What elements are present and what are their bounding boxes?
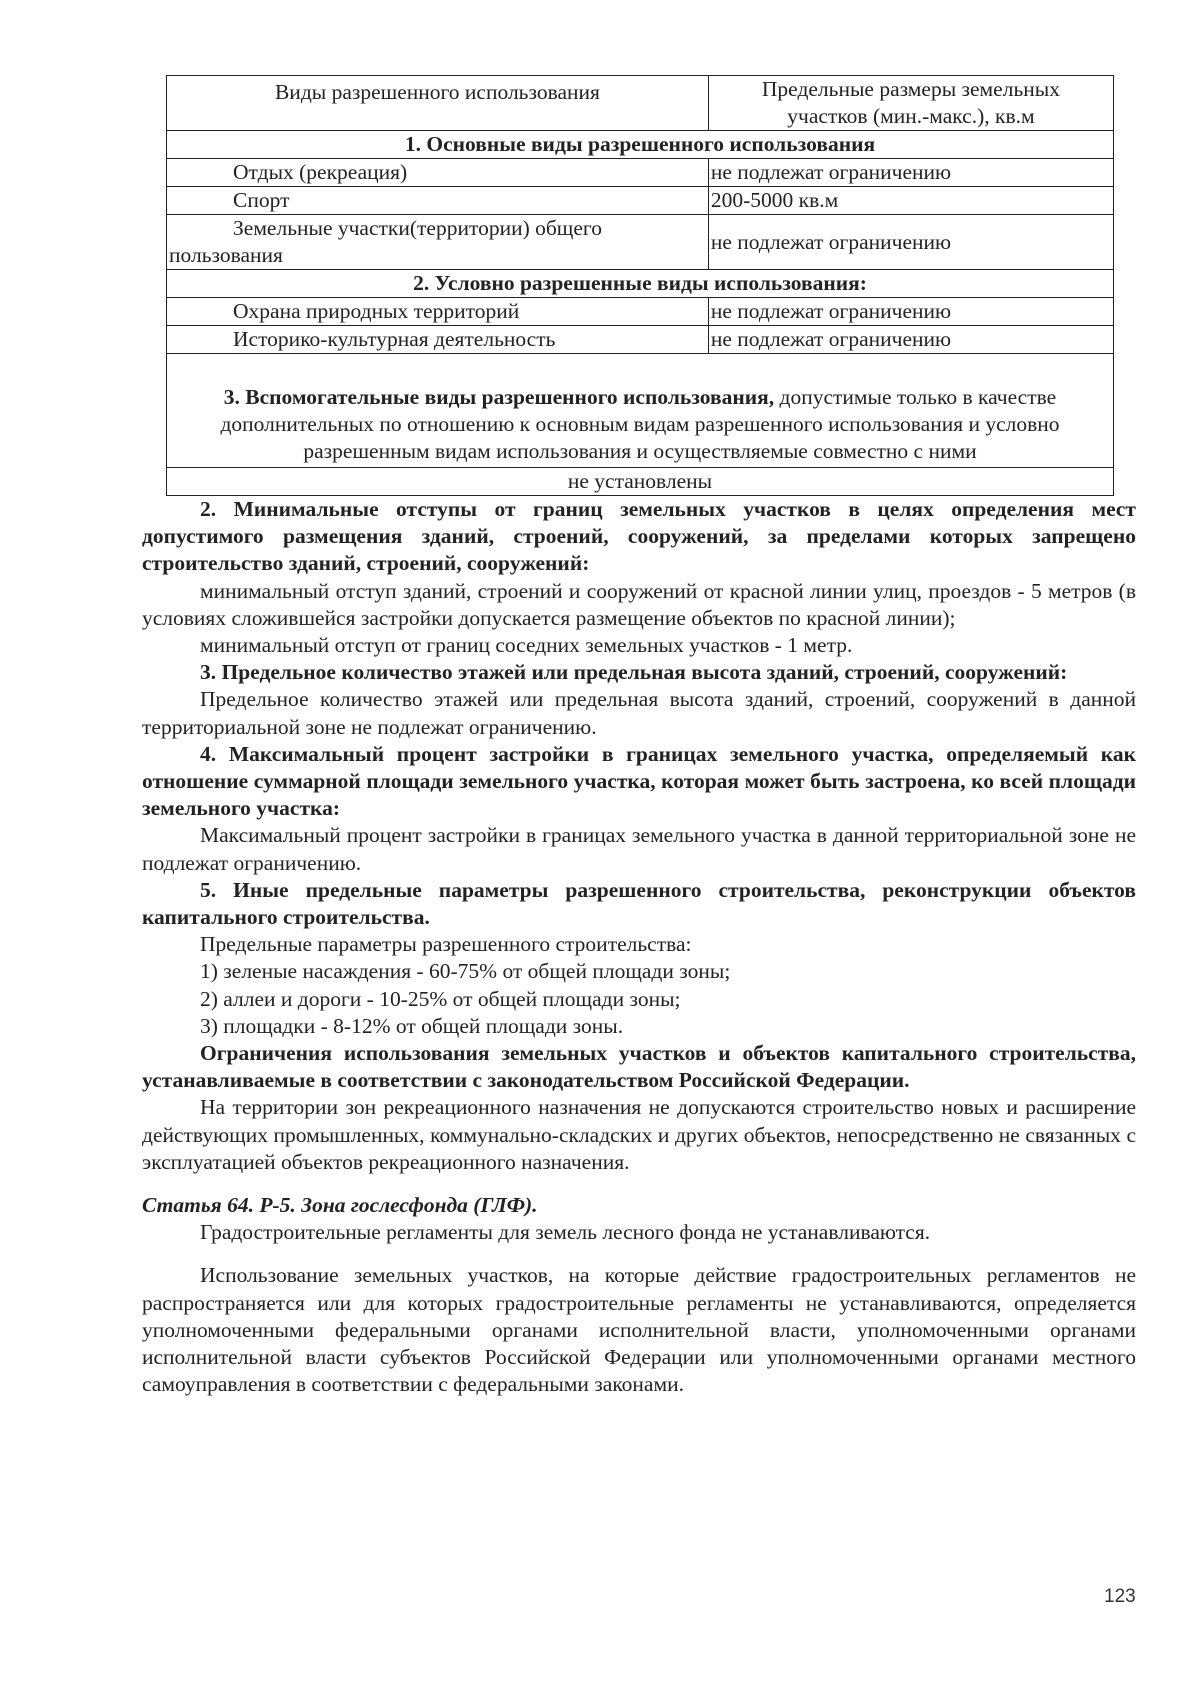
table-header-row [167, 76, 1114, 131]
land-use-table [166, 75, 1114, 496]
section-1-title: 1. Основные виды разрешенного использования [167, 131, 1114, 159]
article-title: Статья 64. Р-5. Зона гослесфонда (ГЛФ). [142, 1193, 538, 1218]
table-row [167, 215, 1114, 270]
plot-size-cell: не подлежат ограничению [708, 298, 1113, 326]
plot-size-cell: 200-5000 кв.м [708, 187, 1113, 215]
section-3-value: не установлены [167, 468, 1114, 496]
table-row [167, 187, 1114, 215]
section-2-title: 2. Условно разрешенные виды использования: [167, 270, 1114, 298]
plot-size-cell: не подлежат ограничению [708, 326, 1113, 354]
list-item: 1) зеленые насаждения - 60-75% от общей площади зоны; [200, 959, 731, 984]
section-3-value-row [167, 468, 1114, 496]
plot-size-cell: не подлежат ограничению [708, 215, 1113, 270]
plot-size-cell: не подлежат ограничению [708, 159, 1113, 187]
section-2-row [167, 270, 1114, 298]
use-type-cell: Отдых (рекреация) [167, 159, 709, 187]
setback-heading: 2. Минимальные отступы от границ земельных участков в целях определения мест допустимого размещения зданий, строений, сооружений, за пределами которых запрещено строительство зданий, строений, сооружений: [142, 497, 1136, 576]
article-text-2: Использование земельных участков, на которые действие градостроительных регламентов не распространяется или для которых градостроительные регламенты не устанавливаются, определяется уполномоченными федеральными органами исполнительной власти, уполномоченными органами исполнительной власти субъектов Российской Федерации или уполномоченными органами местного самоуправления в соответствии с федеральными законами. [142, 1263, 1136, 1397]
use-type-cell: Охрана природных территорий [167, 298, 709, 326]
article-text-1: Градостроительные регламенты для земель лесного фонда не устанавливаются. [200, 1220, 931, 1245]
table-row [167, 326, 1114, 354]
other-params-heading: 5. Иные предельные параметры разрешенного строительства, реконструкции объектов капитального строительства. [142, 877, 1136, 930]
coverage-text: Максимальный процент застройки в границах земельного участка в данной территориальной зоне не подлежат ограничению. [142, 823, 1136, 875]
table-row [167, 298, 1114, 326]
section-3-title: 3. Вспомогательные виды разрешенного использования, допустимые только в качестве дополнительных по отношению к основным видам разрешенного использования и условно разрешенным видам использования и осуществляемые совместно с ними [167, 354, 1114, 468]
use-type-cell: Историко-культурная деятельность [167, 326, 709, 354]
page-number: 123 [1104, 1586, 1136, 1607]
restrictions-text: На территории зон рекреационного назначения не допускаются строительство новых и расширение действующих промышленных, коммунально-складских и других объектов, непосредственно не связанных с эксплуатацией объектов рекреационного назначения. [142, 1095, 1136, 1174]
setback-neighbor-text: минимальный отступ от границ соседних земельных участков - 1 метр. [200, 633, 853, 658]
header-use-types: Виды разрешенного использования [167, 76, 709, 131]
document-page [142, 75, 1136, 1399]
list-item: 2) аллеи и дороги - 10-25% от общей площади зоны; [200, 986, 681, 1011]
other-params-intro: Предельные параметры разрешенного строительства: [200, 932, 692, 957]
header-plot-sizes: Предельные размеры земельных участков (мин.-макс.), кв.м [708, 76, 1113, 131]
floors-text: Предельное количество этажей или предельная высота зданий, строений, сооружений в данной территориальной зоне не подлежат ограничению. [142, 687, 1136, 739]
use-type-cell: Спорт [167, 187, 709, 215]
table-row [167, 159, 1114, 187]
setback-red-line-text: минимальный отступ зданий, строений и сооружений от красной линии улиц, проездов - 5 метров (в условиях сложившейся застройки допускается размещение объектов по красной линии); [142, 578, 1136, 630]
section-1-row [167, 131, 1114, 159]
section-3-row [167, 354, 1114, 468]
use-type-cell: Земельные участки(территории) общего пользования [167, 215, 709, 270]
coverage-heading: 4. Максимальный процент застройки в границах земельного участка, определяемый как отношение суммарной площади земельного участка, которая может быть застроена, ко всей площади земельного участка: [142, 741, 1136, 821]
list-item: 3) площадки - 8-12% от общей площади зоны. [200, 1013, 624, 1038]
regulation-text [142, 496, 1136, 1399]
restrictions-heading: Ограничения использования земельных участков и объектов капитального строительства, устанавливаемые в соответствии с законодательством Российской Федерации. [142, 1041, 1136, 1093]
floors-heading: 3. Предельное количество этажей или предельная высота зданий, строений, сооружений: [200, 660, 1068, 685]
